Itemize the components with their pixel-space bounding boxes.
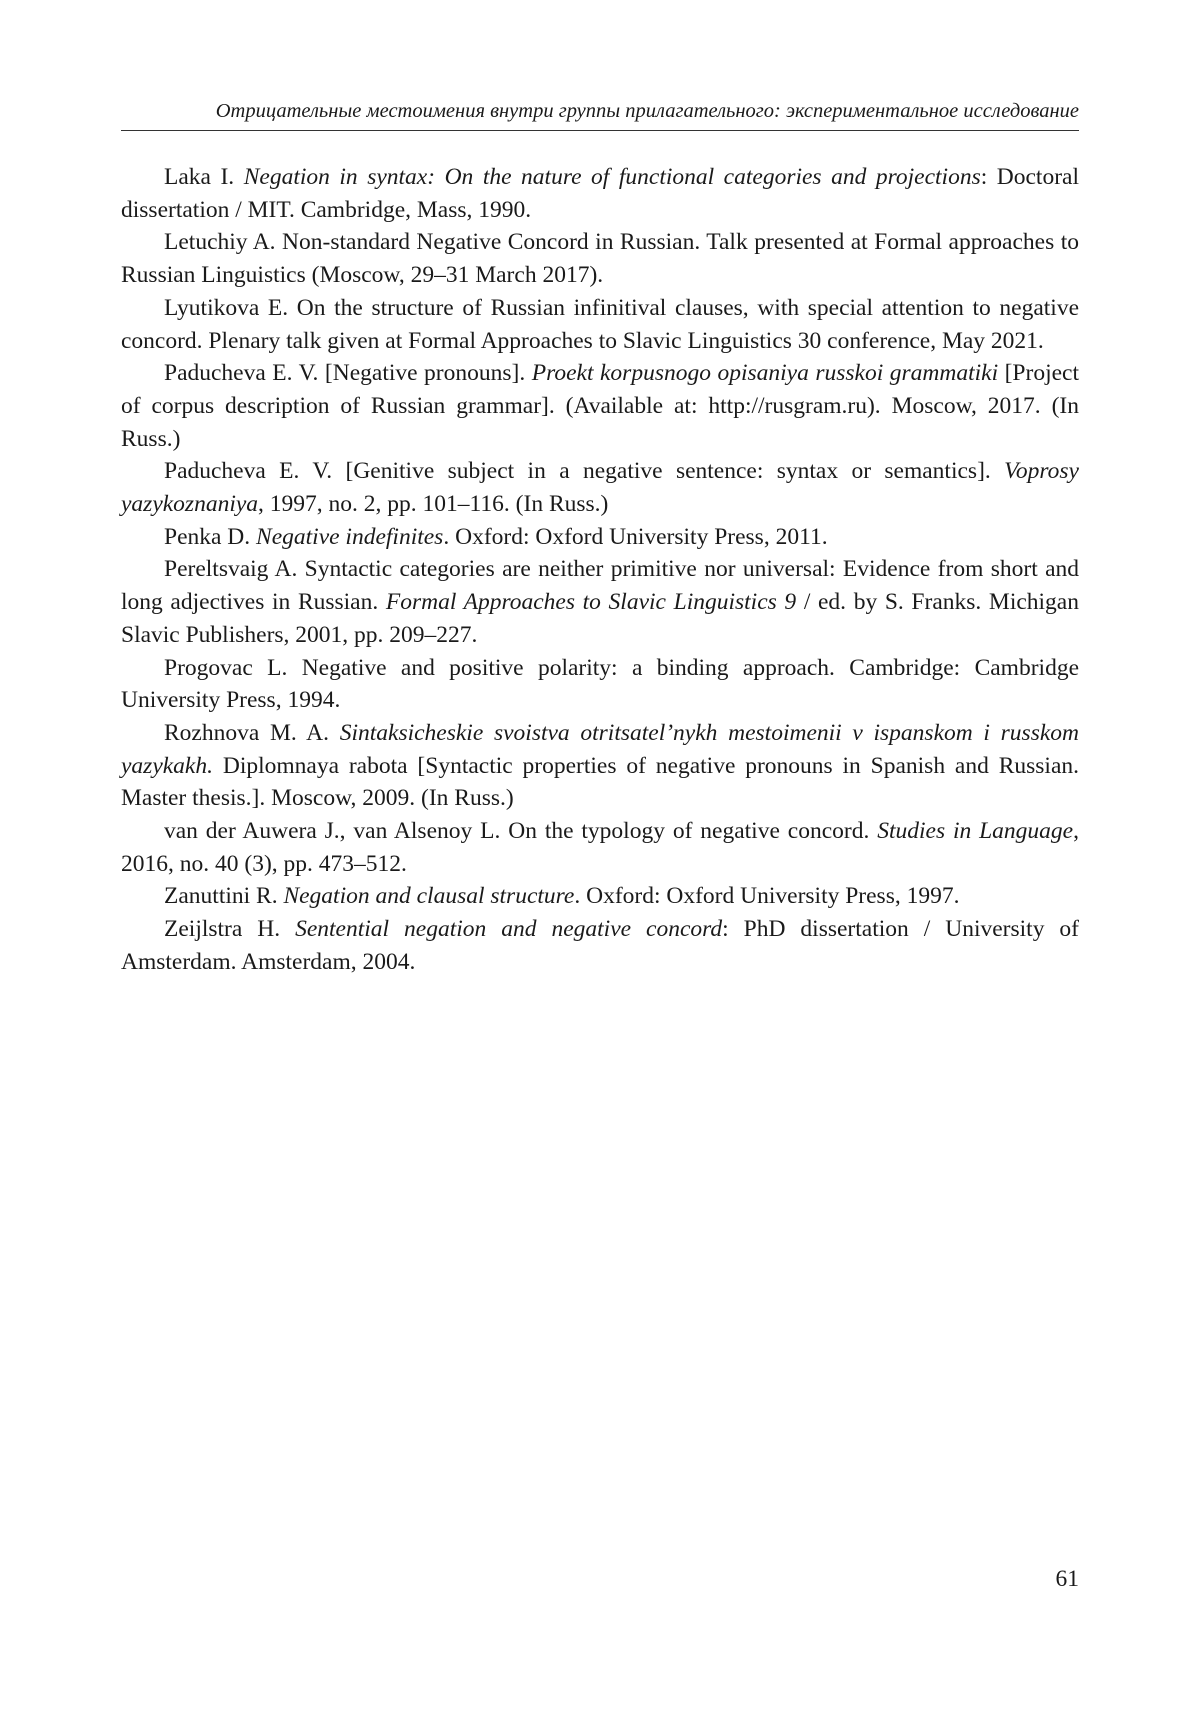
ref-text: : PhD dissertation / University of Amsterdam. Amsterdam, 2004. bbox=[121, 916, 1079, 975]
ref-text: . Oxford: Oxford University Press, 1997. bbox=[574, 883, 960, 910]
ref-title: Negation and clausal structure bbox=[283, 883, 575, 910]
ref-title: Negative indefinites bbox=[256, 523, 444, 550]
ref-text: [Project of corpus description of Russian grammar]. (Available at: http://rusgram.ru). Moscow, 2017. (In Russ.) bbox=[121, 360, 1079, 452]
ref-title: Sintaksicheskie svoistva otritsatel’nykh mestoimenii v ispanskom i russkom yazykakh. bbox=[121, 719, 1079, 779]
reference-zanuttini bbox=[121, 880, 1079, 913]
reference-paducheva-2017 bbox=[121, 357, 1079, 455]
reference-zeijlstra bbox=[121, 913, 1079, 978]
reference-paducheva-1997 bbox=[121, 455, 1079, 520]
ref-text: van der Auwera J., van Alsenoy L. On the typology of negative concord. bbox=[164, 818, 878, 845]
ref-text: Progovac L. Negative and positive polarity: a binding approach. Cambridge: Cambridge University Press, 1994. bbox=[121, 654, 1079, 714]
ref-text: Rozhnova M. A. bbox=[164, 719, 340, 746]
reference-van-der-auwera bbox=[121, 815, 1079, 880]
reference-rozhnova bbox=[121, 717, 1079, 815]
ref-text: , 2016, no. 40 (3), pp. 473–512. bbox=[121, 818, 1079, 877]
reference-lyutikova bbox=[121, 292, 1079, 357]
ref-text: Paducheva E. V. [Genitive subject in a negative sentence: syntax or semantics]. bbox=[164, 458, 1005, 485]
reference-letuchiy bbox=[121, 226, 1079, 291]
reference-list bbox=[121, 161, 1079, 979]
ref-title: Negation in syntax: On the nature of functional categories and projections bbox=[243, 164, 981, 190]
ref-title: Studies in Language bbox=[877, 818, 1074, 845]
running-header: Отрицательные местоимения внутри группы прилагательного: экспериментальное исследование bbox=[121, 98, 1079, 131]
ref-text: : Doctoral dissertation / MIT. Cambridge, Mass, 1990. bbox=[121, 164, 1079, 223]
ref-text: Paducheva E. V. [Negative pronouns]. bbox=[164, 360, 532, 387]
ref-title: Formal Approaches to Slavic Linguistics 9 bbox=[385, 589, 797, 616]
ref-text: Pereltsvaig A. Syntactic categories are neither primitive nor universal: Evidence from short and long adjectives in Russian. bbox=[121, 556, 1079, 616]
ref-text: / ed. by S. Franks. Michigan Slavic Publishers, 2001, pp. 209–227. bbox=[121, 589, 1079, 648]
reference-progovac bbox=[121, 652, 1079, 717]
ref-title: Sentential negation and negative concord bbox=[295, 916, 723, 943]
ref-text: Diplomnaya rabota [Syntactic properties of negative pronouns in Spanish and Russian. Master thesis.]. Moscow, 2009. (In Russ.) bbox=[121, 752, 1079, 812]
ref-text: . Oxford: Oxford University Press, 2011. bbox=[443, 523, 828, 550]
ref-text: Lyutikova E. On the structure of Russian infinitival clauses, with special attention to negative concord. Plenary talk given at Formal Approaches to Slavic Linguistics 30 conference, May 2021. bbox=[121, 294, 1079, 354]
page-number: 61 bbox=[1055, 1566, 1079, 1592]
ref-text: Letuchiy A. Non-standard Negative Concord in Russian. Talk presented at Formal approaches to Russian Linguistics (Moscow, 29–31 March 2017). bbox=[121, 229, 1079, 289]
ref-title: Proekt korpusnogo opisaniya russkoi grammatiki bbox=[531, 360, 999, 387]
ref-text: , 1997, no. 2, pp. 101–116. (In Russ.) bbox=[258, 491, 609, 518]
ref-text: Laka I. bbox=[164, 164, 244, 190]
reference-pereltsvaig bbox=[121, 553, 1079, 651]
reference-laka bbox=[121, 161, 1079, 226]
ref-text: Zanuttini R. bbox=[164, 883, 284, 910]
ref-text: Penka D. bbox=[164, 523, 257, 550]
reference-penka bbox=[121, 521, 1079, 554]
ref-text: Zeijlstra H. bbox=[164, 916, 296, 943]
ref-title: Voprosy yazykoznaniya bbox=[121, 458, 1079, 518]
